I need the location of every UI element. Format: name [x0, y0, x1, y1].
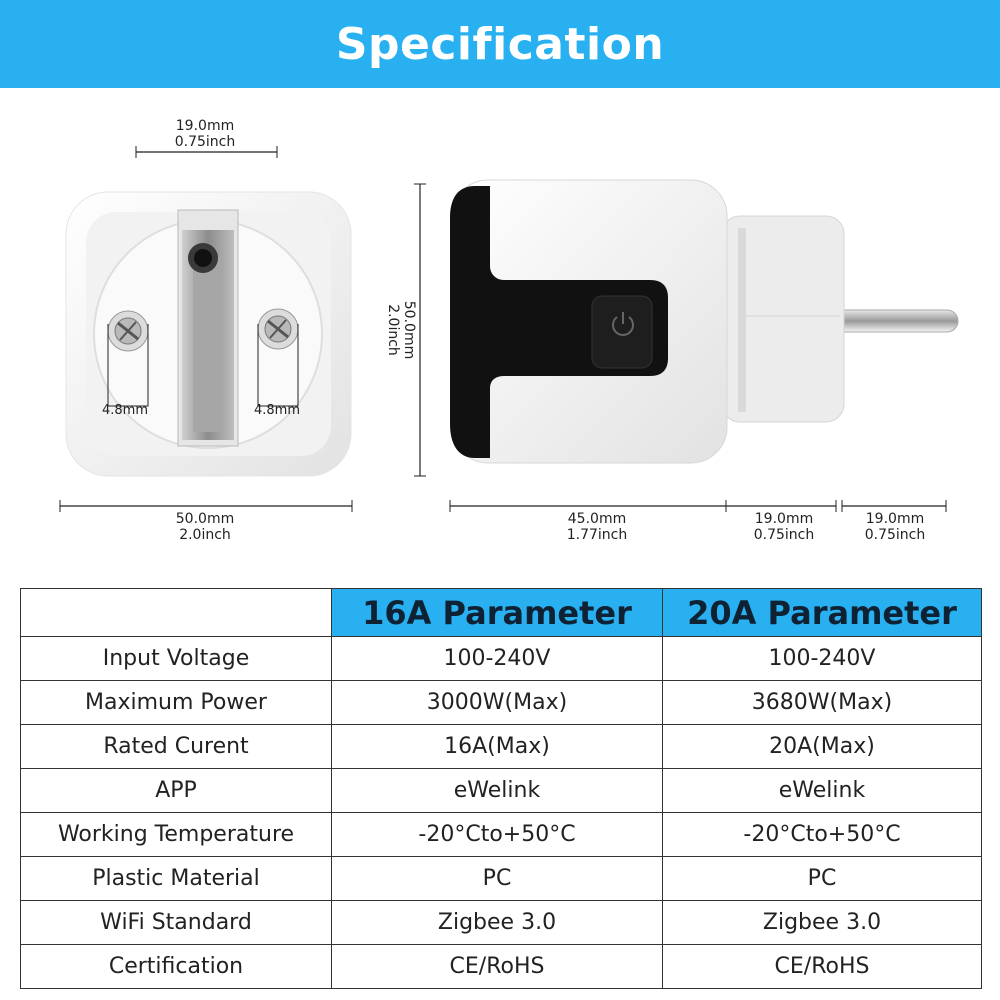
cell-16a: eWelink — [332, 769, 663, 813]
dimension-inch: 0.75inch — [174, 134, 236, 150]
side-pin-depth-dimension — [840, 511, 950, 543]
cell-20a: -20°Cto+50°C — [663, 813, 982, 857]
cell-16a: PC — [332, 857, 663, 901]
front-top-dimension — [150, 118, 260, 150]
earth-clip — [178, 210, 238, 446]
cell-16a: -20°Cto+50°C — [332, 813, 663, 857]
cell-20a: 100-240V — [663, 637, 982, 681]
row-label: Working Temperature — [21, 813, 332, 857]
table-row — [21, 945, 982, 989]
table-row — [21, 637, 982, 681]
page-title: Specification — [335, 18, 665, 70]
table-header-16a: 16A Parameter — [332, 589, 663, 637]
product-dimension-drawing — [0, 88, 1000, 588]
row-label: Maximum Power — [21, 681, 332, 725]
row-label: APP — [21, 769, 332, 813]
cell-16a: CE/RoHS — [332, 945, 663, 989]
left-screw — [108, 311, 148, 351]
cell-20a: 3680W(Max) — [663, 681, 982, 725]
dimension-inch: 2.0inch — [179, 527, 231, 543]
front-bottom-dimension — [150, 511, 260, 543]
dimension-inch: 2.0inch — [385, 304, 401, 356]
dimension-mm: 19.0mm — [865, 511, 925, 527]
cell-16a: 3000W(Max) — [332, 681, 663, 725]
row-label: Input Voltage — [21, 637, 332, 681]
table-row — [21, 813, 982, 857]
specification-table — [20, 588, 982, 989]
front-pin-right-dimension: 4.8mm — [254, 403, 301, 418]
row-label: Plastic Material — [21, 857, 332, 901]
cell-20a: CE/RoHS — [663, 945, 982, 989]
dimension-inch: 1.77inch — [566, 527, 628, 543]
row-label: Certification — [21, 945, 332, 989]
table-header-row — [21, 589, 982, 637]
cell-20a: eWelink — [663, 769, 982, 813]
side-body-depth-dimension — [542, 511, 652, 543]
dimension-inch: 0.75inch — [864, 527, 926, 543]
side-height-dimension — [385, 275, 417, 385]
table-header-20a: 20A Parameter — [663, 589, 982, 637]
cell-20a: PC — [663, 857, 982, 901]
side-view — [414, 180, 958, 512]
table-header-blank — [21, 589, 332, 637]
cell-16a: 100-240V — [332, 637, 663, 681]
dimension-mm: 45.0mm — [567, 511, 627, 527]
side-collar-depth-dimension — [729, 511, 839, 543]
right-screw — [258, 309, 298, 349]
cell-20a: Zigbee 3.0 — [663, 901, 982, 945]
cell-20a: 20A(Max) — [663, 725, 982, 769]
dimension-mm: 50.0mm — [401, 300, 417, 360]
dimension-mm: 19.0mm — [754, 511, 814, 527]
table-row — [21, 681, 982, 725]
table-row — [21, 725, 982, 769]
cell-16a: 16A(Max) — [332, 725, 663, 769]
row-label: Rated Curent — [21, 725, 332, 769]
front-view — [60, 146, 352, 512]
row-label: WiFi Standard — [21, 901, 332, 945]
title-banner — [0, 0, 1000, 88]
table-row — [21, 901, 982, 945]
dimension-mm: 19.0mm — [175, 118, 235, 134]
dimension-inch: 0.75inch — [753, 527, 815, 543]
dimension-mm: 50.0mm — [175, 511, 235, 527]
cell-16a: Zigbee 3.0 — [332, 901, 663, 945]
front-pin-left-dimension: 4.8mm — [102, 403, 149, 418]
table-row — [21, 769, 982, 813]
table-row — [21, 857, 982, 901]
